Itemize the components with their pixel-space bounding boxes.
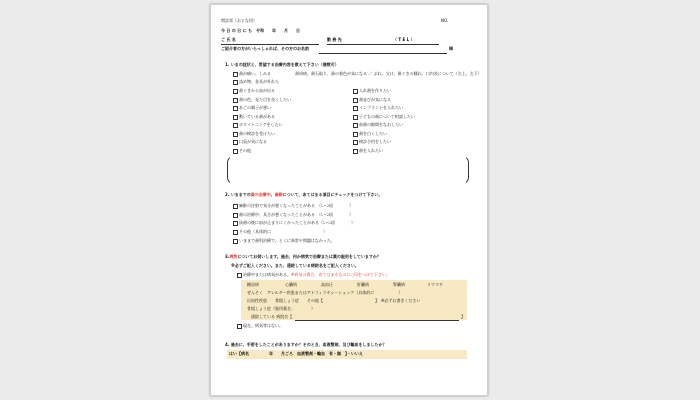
q1-item: 検診予約をしたい	[359, 139, 391, 144]
q1-checkbox[interactable]	[353, 123, 358, 128]
q3-subtitle: ※必ずご記入ください。また、通院している病院名をご記入ください。	[231, 263, 359, 268]
q2-checkbox[interactable]	[233, 230, 238, 235]
q1-item: 歯並びが気になる	[359, 97, 391, 102]
q1-checkbox[interactable]	[233, 115, 238, 120]
q1-checkbox[interactable]	[353, 106, 358, 111]
number-label: NO.	[441, 18, 449, 23]
q1-item: ホワイトニングをしたい	[239, 122, 283, 127]
disease-kidney[interactable]: 腎臓病	[393, 282, 405, 287]
q1-checkbox[interactable]	[233, 149, 238, 154]
q2-item: 麻酔の注射で気分が悪くなったことがある （いつ頃 ）	[239, 203, 353, 208]
q3-title: 3.病気についてお伺いします。過去、何か病気で治療または薬の服用をしていますか？	[225, 254, 381, 259]
disease-rheumatism[interactable]: リウマチ	[427, 282, 443, 287]
q2-item: いままで歯科治療で、とくに異常や問題はなかった。	[239, 238, 335, 243]
workplace-underline	[327, 44, 439, 45]
referral-suffix: 様	[449, 46, 453, 51]
q1-checkbox[interactable]	[233, 140, 238, 145]
disease-heart[interactable]: 心臓病	[285, 282, 297, 287]
q1-checkbox[interactable]	[353, 89, 358, 94]
q2-checkbox[interactable]	[233, 239, 238, 244]
workplace-label: 勤 務 先	[327, 37, 342, 42]
osteoporosis-medication[interactable]: 骨粗しょう症（服用薬名： ）	[247, 306, 315, 311]
q1-checkbox[interactable]	[233, 106, 238, 111]
q1-item: 歯が痛い、しみる	[239, 71, 271, 76]
name-underline	[221, 44, 319, 45]
disease-bleeding-osteoporosis[interactable]: 出血性疾患 骨粗しょう症 その他【 】 ※必ずお書きください	[247, 298, 421, 303]
disease-liver[interactable]: 肝臓病	[357, 282, 369, 287]
referral-underline	[319, 53, 447, 54]
referral-label: ご紹介者の方がいらっしゃれば、その方のお名前	[221, 46, 309, 51]
hospital-end: 】	[461, 314, 465, 319]
q1-item: 詰め物、金具が外れた	[239, 79, 279, 84]
q1-checkbox[interactable]	[233, 80, 238, 85]
q1-item: 口臭が気になる	[239, 139, 267, 144]
form-title: 問診票（おとな用）	[221, 18, 257, 23]
q1-checkbox[interactable]	[233, 123, 238, 128]
q1-item: 歯の色、見た目を良くしたい	[239, 97, 291, 102]
questionnaire-page	[210, 4, 488, 396]
q1-checkbox[interactable]	[233, 89, 238, 94]
q3-checkbox-none[interactable]	[237, 324, 242, 329]
q1-other-bracket[interactable]	[227, 155, 469, 185]
disease-diabetes[interactable]: 糖尿病	[247, 282, 259, 287]
q4-title: 4. 過去に、手術をしたことがありますか？そのとき、血液製剤、及び輸血をしましたか？	[225, 342, 387, 347]
tel-label: （ T E L ）	[393, 37, 415, 42]
q3-checkbox-treatment[interactable]	[237, 273, 242, 278]
q1-checkbox[interactable]	[353, 132, 358, 137]
q2-checkbox[interactable]	[233, 204, 238, 209]
q1-item: 前歯の隙間をなおしたい	[359, 122, 403, 127]
q2-item: その他（具体的に ）	[239, 229, 327, 234]
today-date-line: 今 日 の 日 に ち 令和 年 月 日	[221, 28, 300, 33]
q1-item: あごの調子が悪い	[239, 105, 271, 110]
disease-asthma-allergy[interactable]: ぜんそく アレルギー疾患またはアナフィラキシーショック（具体的に ）	[247, 290, 403, 295]
q1-item: その他	[239, 148, 251, 153]
q2-checkbox[interactable]	[233, 213, 238, 218]
q1-item: 動いている歯がある	[239, 114, 275, 119]
q1-item: 歯を白くしたい	[359, 131, 387, 136]
q1-item: 歯の検診を受けたい	[239, 131, 275, 136]
q4-answer-line[interactable]: はい【病名 年 月ごろ 血液製剤・輸血 有・無 】・いいえ	[229, 351, 363, 356]
hospital-label: 通院している 病院名【	[251, 314, 293, 319]
name-label: ご 氏 名	[221, 37, 236, 42]
q1-checkbox[interactable]	[233, 72, 238, 77]
q1-checkbox[interactable]	[353, 98, 358, 103]
q1-middle-note: 歯周病、歯石取り、歯の着色が気になる ／ ぶれ、欠け、歯ぐきの腫れ、口内炎について（右上、左下）	[295, 71, 482, 76]
q1-checkbox[interactable]	[353, 115, 358, 120]
disease-hypertension[interactable]: 高血圧	[321, 282, 333, 287]
q1-item: 歯を入れたい	[359, 148, 383, 153]
q2-item: 抜歯の後に血が止まりにくかったことがある（いつ頃 ）	[239, 220, 355, 225]
q1-checkbox[interactable]	[233, 98, 238, 103]
hospital-underline[interactable]	[295, 320, 459, 321]
q1-item: 子どもの歯について相談したい	[359, 114, 415, 119]
q1-checkbox[interactable]	[233, 132, 238, 137]
q1-title: 1. いまの症状と、希望する治療内容を教えて下さい（複数可）	[225, 62, 339, 67]
q2-checkbox[interactable]	[233, 221, 238, 226]
q3-line-a: 治療中または病気がある。※病気の場合、あてはまるものに○印をつけて下さい。	[243, 272, 390, 277]
q2-title: 2. いままでの歯の治療中、麻酔について、あてはまる項目にチェックをつけて下さい。	[225, 192, 383, 197]
q1-item: 歯ぐきから血が出る	[239, 88, 275, 93]
q3-line-b: 現在、病気等はない。	[243, 323, 283, 328]
q1-item: 入れ歯を作りたい	[359, 88, 391, 93]
q1-item: インプラントを入れたい	[359, 105, 403, 110]
q2-item: 歯の治療中、具合が悪くなったことがある （いつ頃 ）	[239, 212, 353, 217]
q1-checkbox[interactable]	[353, 149, 358, 154]
q1-checkbox[interactable]	[353, 140, 358, 145]
